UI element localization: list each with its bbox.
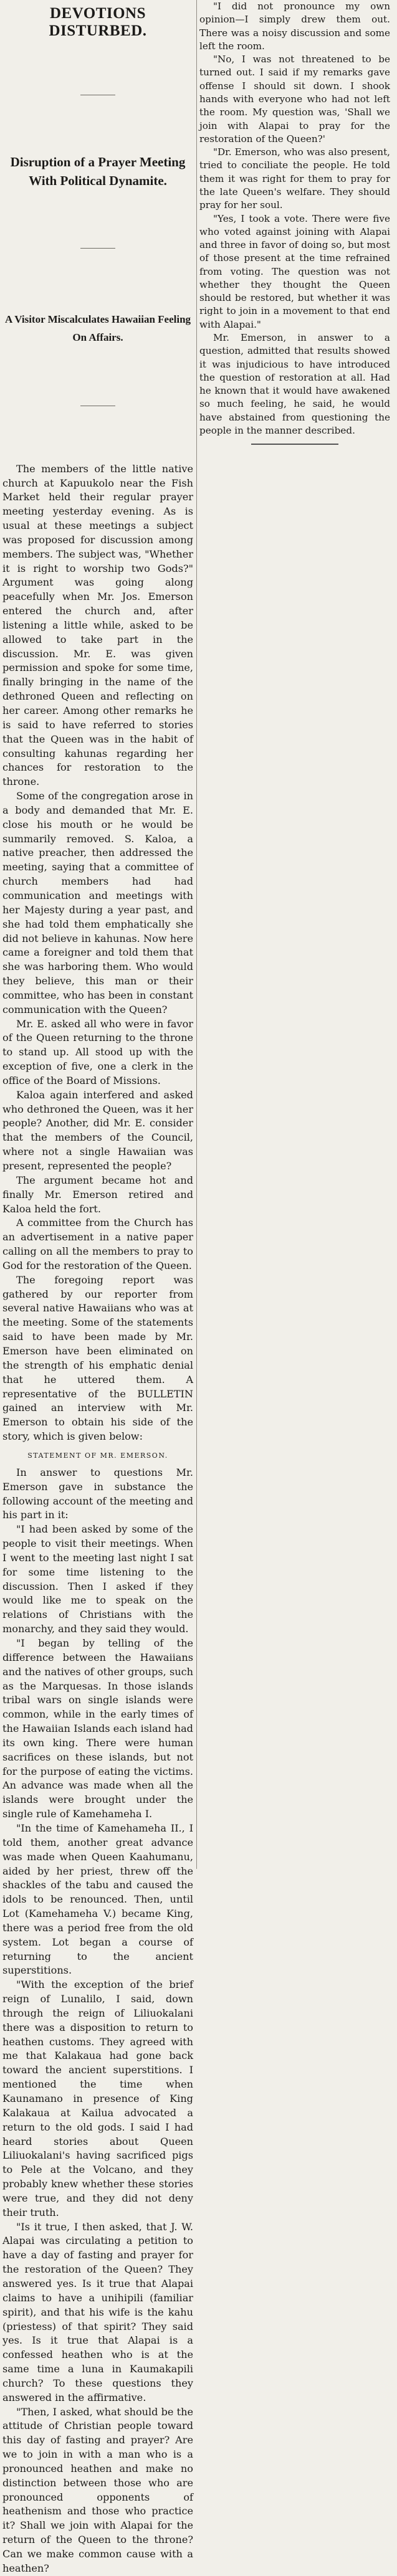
end-of-article-rule	[251, 444, 338, 445]
column-right	[199, 0, 390, 872]
paragraph: "I had been asked by some of the people to visit their meetings. When I went to the meeting last night I sat for some time listening to the discussion. Then I asked if they would like me to speak on the relations of Christians with the monarchy, and they said they would.	[2, 1523, 193, 1635]
paragraph: "No, I was not threatened to be turned out. I said if my remarks gave offense I should sit down. I shook hands with everyone who had not left the room. My question was, 'Shall we join with Alapai to pray for the restoration of the Queen?'	[199, 54, 390, 145]
subheadline: Disruption of a Prayer Meeting With Political Dynamite.	[10, 154, 186, 189]
paragraph: Mr. Emerson, in answer to a question, admitted that results showed it was injudicious to have introduced the question of restoration at all. Had he known that it would have awakened so much feeling, he said, he would have abstained from questioning the people in the manner described.	[199, 332, 390, 436]
paragraph: In answer to questions Mr. Emerson gave in substance the following account of the meeting and his part in it:	[2, 1466, 193, 1521]
article-body	[2, 462, 193, 2576]
paragraph: Kaloa again interfered and asked who dethroned the Queen, was it her people? Another, did Mr. E. consider that the members of the Council, where not a single Hawaiian was present, represented the people?	[2, 1088, 193, 1172]
paragraph: The foregoing report was gathered by our reporter from several native Hawaiians who was at the meeting. Some of the statements said to have been made by Mr. Emerson have been eliminated on the strength of his emphatic denial that he uttered them. A representative of the BULLETIN gained an interview with Mr. Emerson to obtain his side of the story, which is given below:	[2, 1273, 193, 1443]
paragraph: The argument became hot and finally Mr. Emerson retired and Kaloa held the fort.	[2, 1174, 193, 1215]
paragraph: "In the time of Kamehameha II., I told them, another great advance was made when Queen Kaahumanu, aided by her priest, threw off the shackles of the tabu and caused the idols to be renounced. Then, until Lot (Kamehameha V.) became King, there was a period free from the old system. Lot began a course of returning to the ancient superstitions.	[2, 1822, 193, 1977]
paragraph: The members of the little native church at Kapuukolo near the Fish Market held their regular prayer meeting yesterday evening. As is usual at these meetings a subject was proposed for discussion among members. The subject was, "Whether it is right to worship two Gods?" Argument was going along peacefully when Mr. Jos. Emerson entered the church and, after listening a little while, asked to be allowed to take part in the discussion. Mr. E. was given permission and spoke for some time, finally bringing in the name of the dethroned Queen and reflecting on her career. Among other remarks he is said to have referred to stories that the Queen was in the habit of consulting kahunas regarding her chances for restoration to the throne.	[2, 462, 193, 788]
headline: DEVOTIONS DISTURBED.	[49, 5, 147, 39]
paragraph: "I began by telling of the difference between the Hawaiians and the natives of other groups, such as the Marquesas. In those islands tribal wars on single islands were common, while in the early times of the Hawaiian Islands each island had its own king. There were human sacrifices on these islands, but not for the purpose of eating the victims. An advance was made when all the islands were brought under the single rule of Kamehameha I.	[2, 1637, 193, 1820]
paragraph: "I did not pronounce my own opinion—I simply drew them out. There was a noisy discussion and some left the room.	[199, 1, 390, 52]
deck: A Visitor Miscalculates Hawaiian Feeling On Affairs.	[4, 313, 191, 343]
paragraph: "Dr. Emerson, who was also present, tried to conciliate the people. He told them it was right for them to pray for the late Queen's welfare. They should pray for her soul.	[199, 146, 390, 211]
paragraph: "With the exception of the brief reign of Lunalilo, I said, down through the reign of Liliuokalani there was a disposition to return to heathen customs. They agreed with me that Kalakaua had gone back toward the ancient superstitions. I mentioned the time when Kaunamano in presence of King Kalakaua at Kailua advocated a return to the old gods. I said I had heard stories about Queen Liliuokalani's having sacrificed pigs to Pele at the Volcano, and they probably knew whether these stories were true, and they did not deny their truth.	[2, 1979, 193, 2218]
paragraph: Some of the congregation arose in a body and demanded that Mr. E. close his mouth or he would be summarily removed. S. Kaloa, a native preacher, then addressed the meeting, saying that a committee of church members had had communication and meetings with her Majesty during a year past, and she had told them emphatically she did not believe in kahunas. Now here came a foreigner and told them that she was harboring them. Who would they believe, this man or their committee, who has been in constant communication with the Queen?	[2, 790, 193, 1015]
paragraph: A committee from the Church has an advertisement in a native paper calling on all the members to pray to God for the restoration of the Queen.	[2, 1217, 193, 1271]
paragraph: Mr. E. asked all who were in favor of the Queen returning to the throne to stand up. All stood up with the exception of five, one a clerk in the office of the Board of Missions.	[2, 1017, 193, 1086]
paragraph: "Then, I asked, what should be the attitude of Christian people toward this day of fasting and prayer? Are we to join in with a man who is a pronounced heathen and make no distinction between those who are pronounced opponents of heathenism and those who practice it? Shall we join with Alapai for the return of the Queen to the throne? Can we make common cause with a heathen?	[2, 2405, 193, 2574]
paragraph: "Yes, I took a vote. There were five who voted against joining with Alapai and three in favor of doing so, but most of those present at the time refrained from voting. The question was not whether they thought the Queen should be restored, but whether it was right to join in a movement to that end with Alapai."	[199, 212, 390, 330]
column-left	[2, 0, 193, 2574]
paragraph: "Is it true, I then asked, that J. W. Alapai was circulating a petition to have a day of fasting and prayer for the restoration of the Queen? They answered yes. Is it true that Alapai claims to have a unihipili (familiar spirit), and that his wife is the kahu (priestess) of that spirit? They said yes. Is it true that Alapai is a confessed heathen who is at the same time a luna in Kaumakapili church? To these questions they answered in the affirmative.	[2, 2220, 193, 2403]
divider	[80, 248, 115, 249]
statement-heading: STATEMENT OF MR. EMERSON.	[27, 1451, 168, 1460]
column-rule	[196, 0, 197, 1869]
